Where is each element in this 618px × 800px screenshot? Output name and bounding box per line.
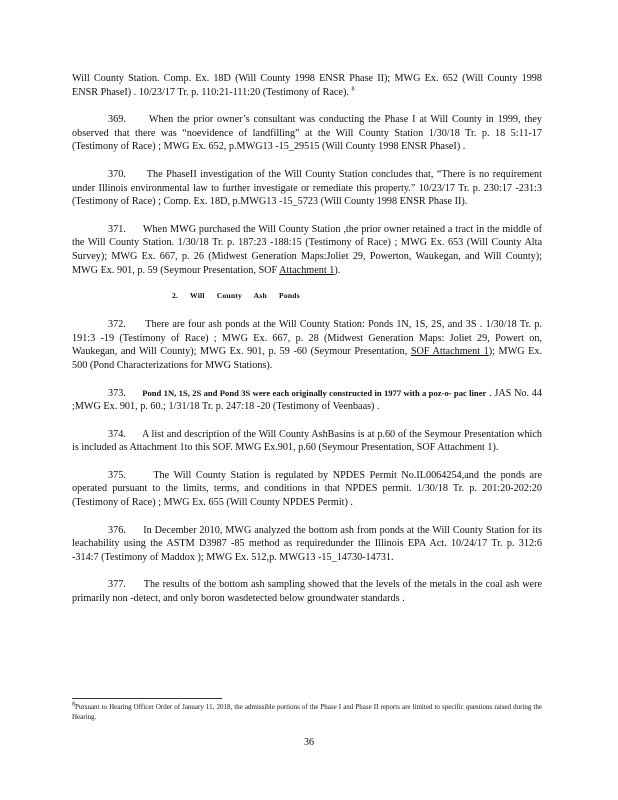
bold-statement: Pond 1N, 1S, 2S and Pond 3S were each originally constructed in 1977 with a poz-o- pac liner	[142, 387, 487, 398]
paragraph-text: The Will County Station is regulated by NPDES Permit No.IL0064254,and the ponds are operated pursuant to the limits, terms, and conditions in that NPDES permit. 1/30/18 Tr. p. 201:20-202:20 (Testimony of Race) ; MWG Ex. 655 (Will County NPDES Permit) .	[72, 469, 542, 509]
page-body	[72, 72, 542, 620]
paragraph-end: ).	[334, 264, 341, 276]
paragraph-end: ); MWG Ex. 500 (Pond Characterizations for MWG Stations).	[72, 346, 543, 371]
paragraph-text: When MWG purchased the Will County Station ,the prior owner retained a tract in the middle of the Will County Station. 1/30/18 Tr. p. 187:23 -188:15 (Testimony of Race) ; MWG Ex. 653 (Will County Alta Survey); MWG Ex. 667, p. 26 (Midwest Generation Maps:Joliet 29, Powerton, Waukegan, and Will County); MWG Ex. 901, p. 59 (Seymour Presentation, SOF	[72, 223, 542, 276]
paragraph-number: 377.	[108, 579, 126, 591]
continuation-text: Will County Station. Comp. Ex. 18D (Will County 1998 ENSR Phase II); MWG Ex. 652 (Will County 1998 ENSR PhaseI) . 10/23/17 Tr. p. 110:21-111:20 (Testimony of Race).	[72, 73, 542, 98]
page-number: 36	[304, 737, 314, 748]
paragraph-text: . JAS No. 44 ;MWG Ex. 901, p. 60.; 1/31/18 Tr. p. 247:18 -20 (Testimony of Veenbaas) .	[72, 387, 542, 413]
footnote-divider	[72, 698, 222, 699]
paragraph-number: 371.	[108, 223, 126, 235]
footnote	[72, 702, 542, 722]
underlined-reference: Attachment 1	[279, 264, 335, 276]
paragraph-text: The results of the bottom ash sampling showed that the levels of the metals in the coal ash were primarily non -detect, and only boron wasdetected below groundwater standards .	[72, 579, 542, 605]
paragraph-number: 376.	[108, 524, 126, 536]
paragraph-text: When the prior owner’s consultant was conducting the Phase I at Will County in 1999, they observed that there was “noevidence of landfilling” at the Will County Station 1/30/18 Tr. p. 18 5:11-17 (Testimony of Race) ; MWG Ex. 652, p.MWG13 -15_29515 (Will County 1998 ENSR PhaseI) .	[72, 114, 542, 153]
paragraph-number: 373.	[108, 387, 126, 399]
paragraph-number: 374.	[108, 428, 126, 440]
continuation-paragraph	[72, 72, 542, 99]
paragraph-number: 370.	[108, 168, 126, 180]
paragraph-377	[72, 578, 542, 605]
section-heading: 2. Will County Ash Ponds	[172, 291, 300, 301]
paragraph-376	[72, 524, 542, 565]
paragraph-number: 372.	[108, 319, 126, 331]
paragraph-373	[72, 387, 542, 414]
footnote-reference: 8	[351, 86, 355, 93]
footnote-mark: 8	[72, 701, 75, 708]
paragraph-text: In December 2010, MWG analyzed the bottom ash from ponds at the Will County Station for its leachability using the ASTM D3987 -85 method as requiredunder the Illinois EPA Act. 10/24/17 Tr. p. 312:6 -314:7 (Testimony of Maddox ); MWG Ex. 512,p. MWG13 -15_14730-14731.	[72, 524, 543, 563]
paragraph-number: 375.	[108, 469, 126, 481]
paragraph-text: The PhaseII investigation of the Will County Station concludes that, “There is no requirement under Illinois environmental law to further investigate or remediate this property.” 10/23/17 Tr. p. 230:17 -231:3 (Testimony of Race) ; Comp. Ex. 18D, p.MWG13 -15_5723 (Will County 1998 ENSR Phase II).	[72, 168, 542, 208]
paragraph-number: 369.	[108, 114, 126, 126]
underlined-reference: SOF Attachment 1	[410, 346, 489, 358]
paragraph-372	[72, 318, 542, 372]
paragraph-370	[72, 168, 542, 209]
paragraph-374	[72, 428, 542, 455]
paragraph-369	[72, 113, 542, 154]
paragraph-text: There are four ash ponds at the Will County Station: Ponds 1N, 1S, 2S, and 3S . 1/30/18 Tr. p. 191:3 -19 (Testimony of Race) ; MWG Ex. 667, p. 28 (Midwest Generation Maps: Joliet 29, Powert on, Waukegan, and Will County); MWG Ex. 901, p. 59 -60 (Seymour Presentation,	[72, 319, 542, 358]
paragraph-375	[72, 469, 542, 510]
paragraph-371	[72, 223, 542, 277]
footnote-text: Pursuant to Hearing Officer Order of January 11, 2018, the admissible portions of the Phase I and Phase II reports are limited to specific questions raised during the Hearing.	[72, 703, 542, 721]
paragraph-text: A list and description of the Will County AshBasins is at p.60 of the Seymour Presentation which is included as Attachment 1to this SOF. MWG Ex.901, p.60 (Seymour Presentation, SOF Attachment 1).	[72, 428, 543, 454]
